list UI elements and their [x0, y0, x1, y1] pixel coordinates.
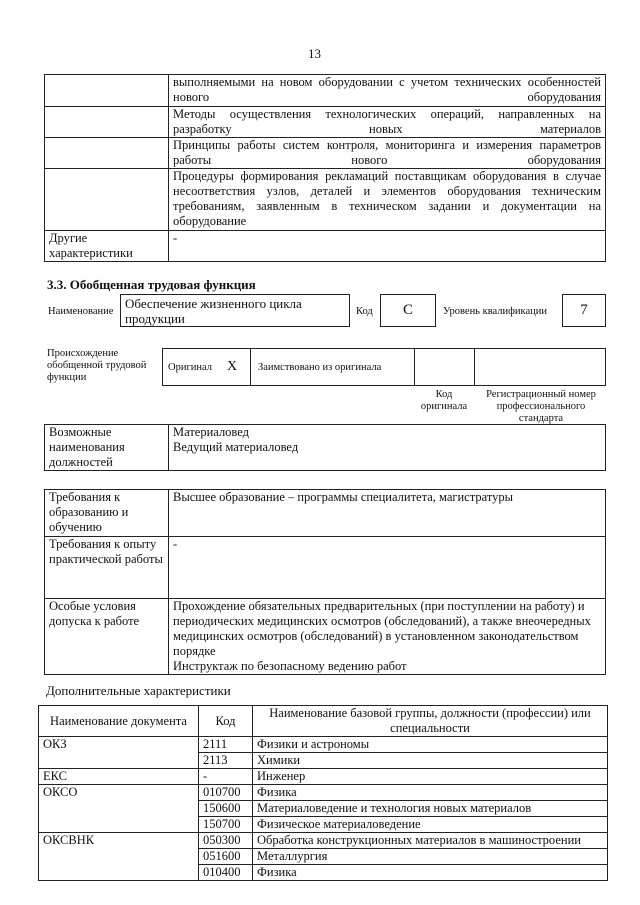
table-row	[45, 425, 606, 471]
code-cell: 010700	[199, 785, 253, 801]
level-value: 7	[580, 302, 588, 318]
table-cell-value: Методы осуществления технологических операций, направленных на разработку новых материалов	[169, 107, 606, 138]
code-value-box	[380, 294, 436, 327]
origin-label: Происхождение обобщенной трудовой функции	[47, 348, 147, 383]
additional-table	[38, 705, 608, 881]
knowledge-table	[44, 74, 606, 262]
section-title: 3.3. Обобщенная трудовая функция	[47, 277, 256, 292]
table-cell-label	[45, 107, 169, 138]
requirements-table	[44, 489, 606, 675]
table-cell-value: -	[169, 231, 606, 262]
table-row	[39, 785, 608, 801]
table-row	[39, 833, 608, 849]
header-doc: Наименование документа	[39, 706, 199, 737]
positions-label: Возможные наименования должностей	[45, 425, 169, 471]
table-cell-label	[45, 138, 169, 169]
table-row	[45, 138, 606, 169]
table-header-row	[39, 706, 608, 737]
code-cell: 150600	[199, 801, 253, 817]
code-label: Код	[356, 306, 373, 317]
code-cell: 051600	[199, 849, 253, 865]
name-value-box	[120, 294, 350, 327]
name-cell: Металлургия	[253, 849, 608, 865]
origin-table	[162, 348, 606, 386]
table-row	[45, 599, 606, 675]
page-number: 13	[308, 46, 321, 61]
code-cell: 2113	[199, 753, 253, 769]
requirement-value: Прохождение обязательных предварительных (при поступлении на работу) и периодических медицинских осмотров (обследований), а также внеочередных медицинских осмотров (обследований) в установленном законодательством порядке Инструктаж по безопасному ведению работ	[169, 599, 606, 675]
table-row	[45, 75, 606, 107]
table-cell-value: Принципы работы систем контроля, мониторинга и измерения параметров работы нового оборудования	[169, 138, 606, 169]
doc-cell: ЕКС	[39, 769, 199, 785]
positions-table	[44, 424, 606, 471]
name-cell: Химики	[253, 753, 608, 769]
original-label: Оригинал	[168, 362, 212, 373]
level-value-box	[562, 294, 606, 327]
table-row	[45, 537, 606, 599]
position-item: Материаловед	[173, 425, 250, 439]
name-cell: Инженер	[253, 769, 608, 785]
code-value: С	[402, 302, 413, 318]
positions-values	[169, 425, 606, 471]
code-cell: 050300	[199, 833, 253, 849]
position-item: Ведущий материаловед	[173, 440, 299, 454]
table-cell-label: Другие характеристики	[45, 231, 169, 262]
name-cell: Обработка конструкционных материалов в машиностроении	[253, 833, 608, 849]
level-label: Уровень квалификации	[443, 306, 548, 317]
table-row	[39, 737, 608, 753]
doc-cell: ОКЗ	[39, 737, 199, 769]
name-cell: Материаловедение и технология новых материалов	[253, 801, 608, 817]
name-cell: Физика	[253, 785, 608, 801]
doc-cell: ОКСО	[39, 785, 199, 833]
code-cell: 2111	[199, 737, 253, 753]
name-cell: Физики и астрономы	[253, 737, 608, 753]
doc-cell: ОКСВНК	[39, 833, 199, 881]
code-cell: 150700	[199, 817, 253, 833]
additional-title: Дополнительные характеристики	[46, 683, 231, 698]
table-cell-value: Процедуры формирования рекламаций поставщикам оборудования в случае несоответствия узлов, деталей и элементов оборудования техническим требованиям, заявленным в техническом задании и документации на оборудование	[169, 169, 606, 231]
table-cell-label	[45, 75, 169, 107]
requirement-value: -	[169, 537, 606, 599]
code-cell: 010400	[199, 865, 253, 881]
header-name: Наименование базовой группы, должности (профессии) или специальности	[253, 706, 608, 737]
name-cell: Физика	[253, 865, 608, 881]
table-row	[45, 490, 606, 537]
requirement-label: Особые условия допуска к работе	[45, 599, 169, 675]
code-original-caption: Код оригинала	[420, 389, 468, 412]
reg-number-caption: Регистрационный номер профессионального стандарта	[486, 389, 596, 424]
table-row	[45, 107, 606, 138]
code-cell: -	[199, 769, 253, 785]
requirement-label: Требования к образованию и обучению	[45, 490, 169, 537]
table-row	[45, 231, 606, 262]
original-mark: Х	[227, 359, 238, 374]
table-cell-value: выполняемыми на новом оборудовании с учетом технических особенностей нового оборудования	[169, 75, 606, 107]
name-cell: Физическое материаловедение	[253, 817, 608, 833]
requirement-value: Высшее образование – программы специалитета, магистратуры	[169, 490, 606, 537]
name-label: Наименование	[48, 306, 114, 317]
table-cell-label	[45, 169, 169, 231]
table-row	[45, 169, 606, 231]
name-value: Обеспечение жизненного цикла продукции	[125, 296, 302, 326]
table-row	[39, 769, 608, 785]
borrowed-label: Заимствовано из оригинала	[258, 362, 382, 373]
header-code: Код	[199, 706, 253, 737]
requirement-label: Требования к опыту практической работы	[45, 537, 169, 599]
